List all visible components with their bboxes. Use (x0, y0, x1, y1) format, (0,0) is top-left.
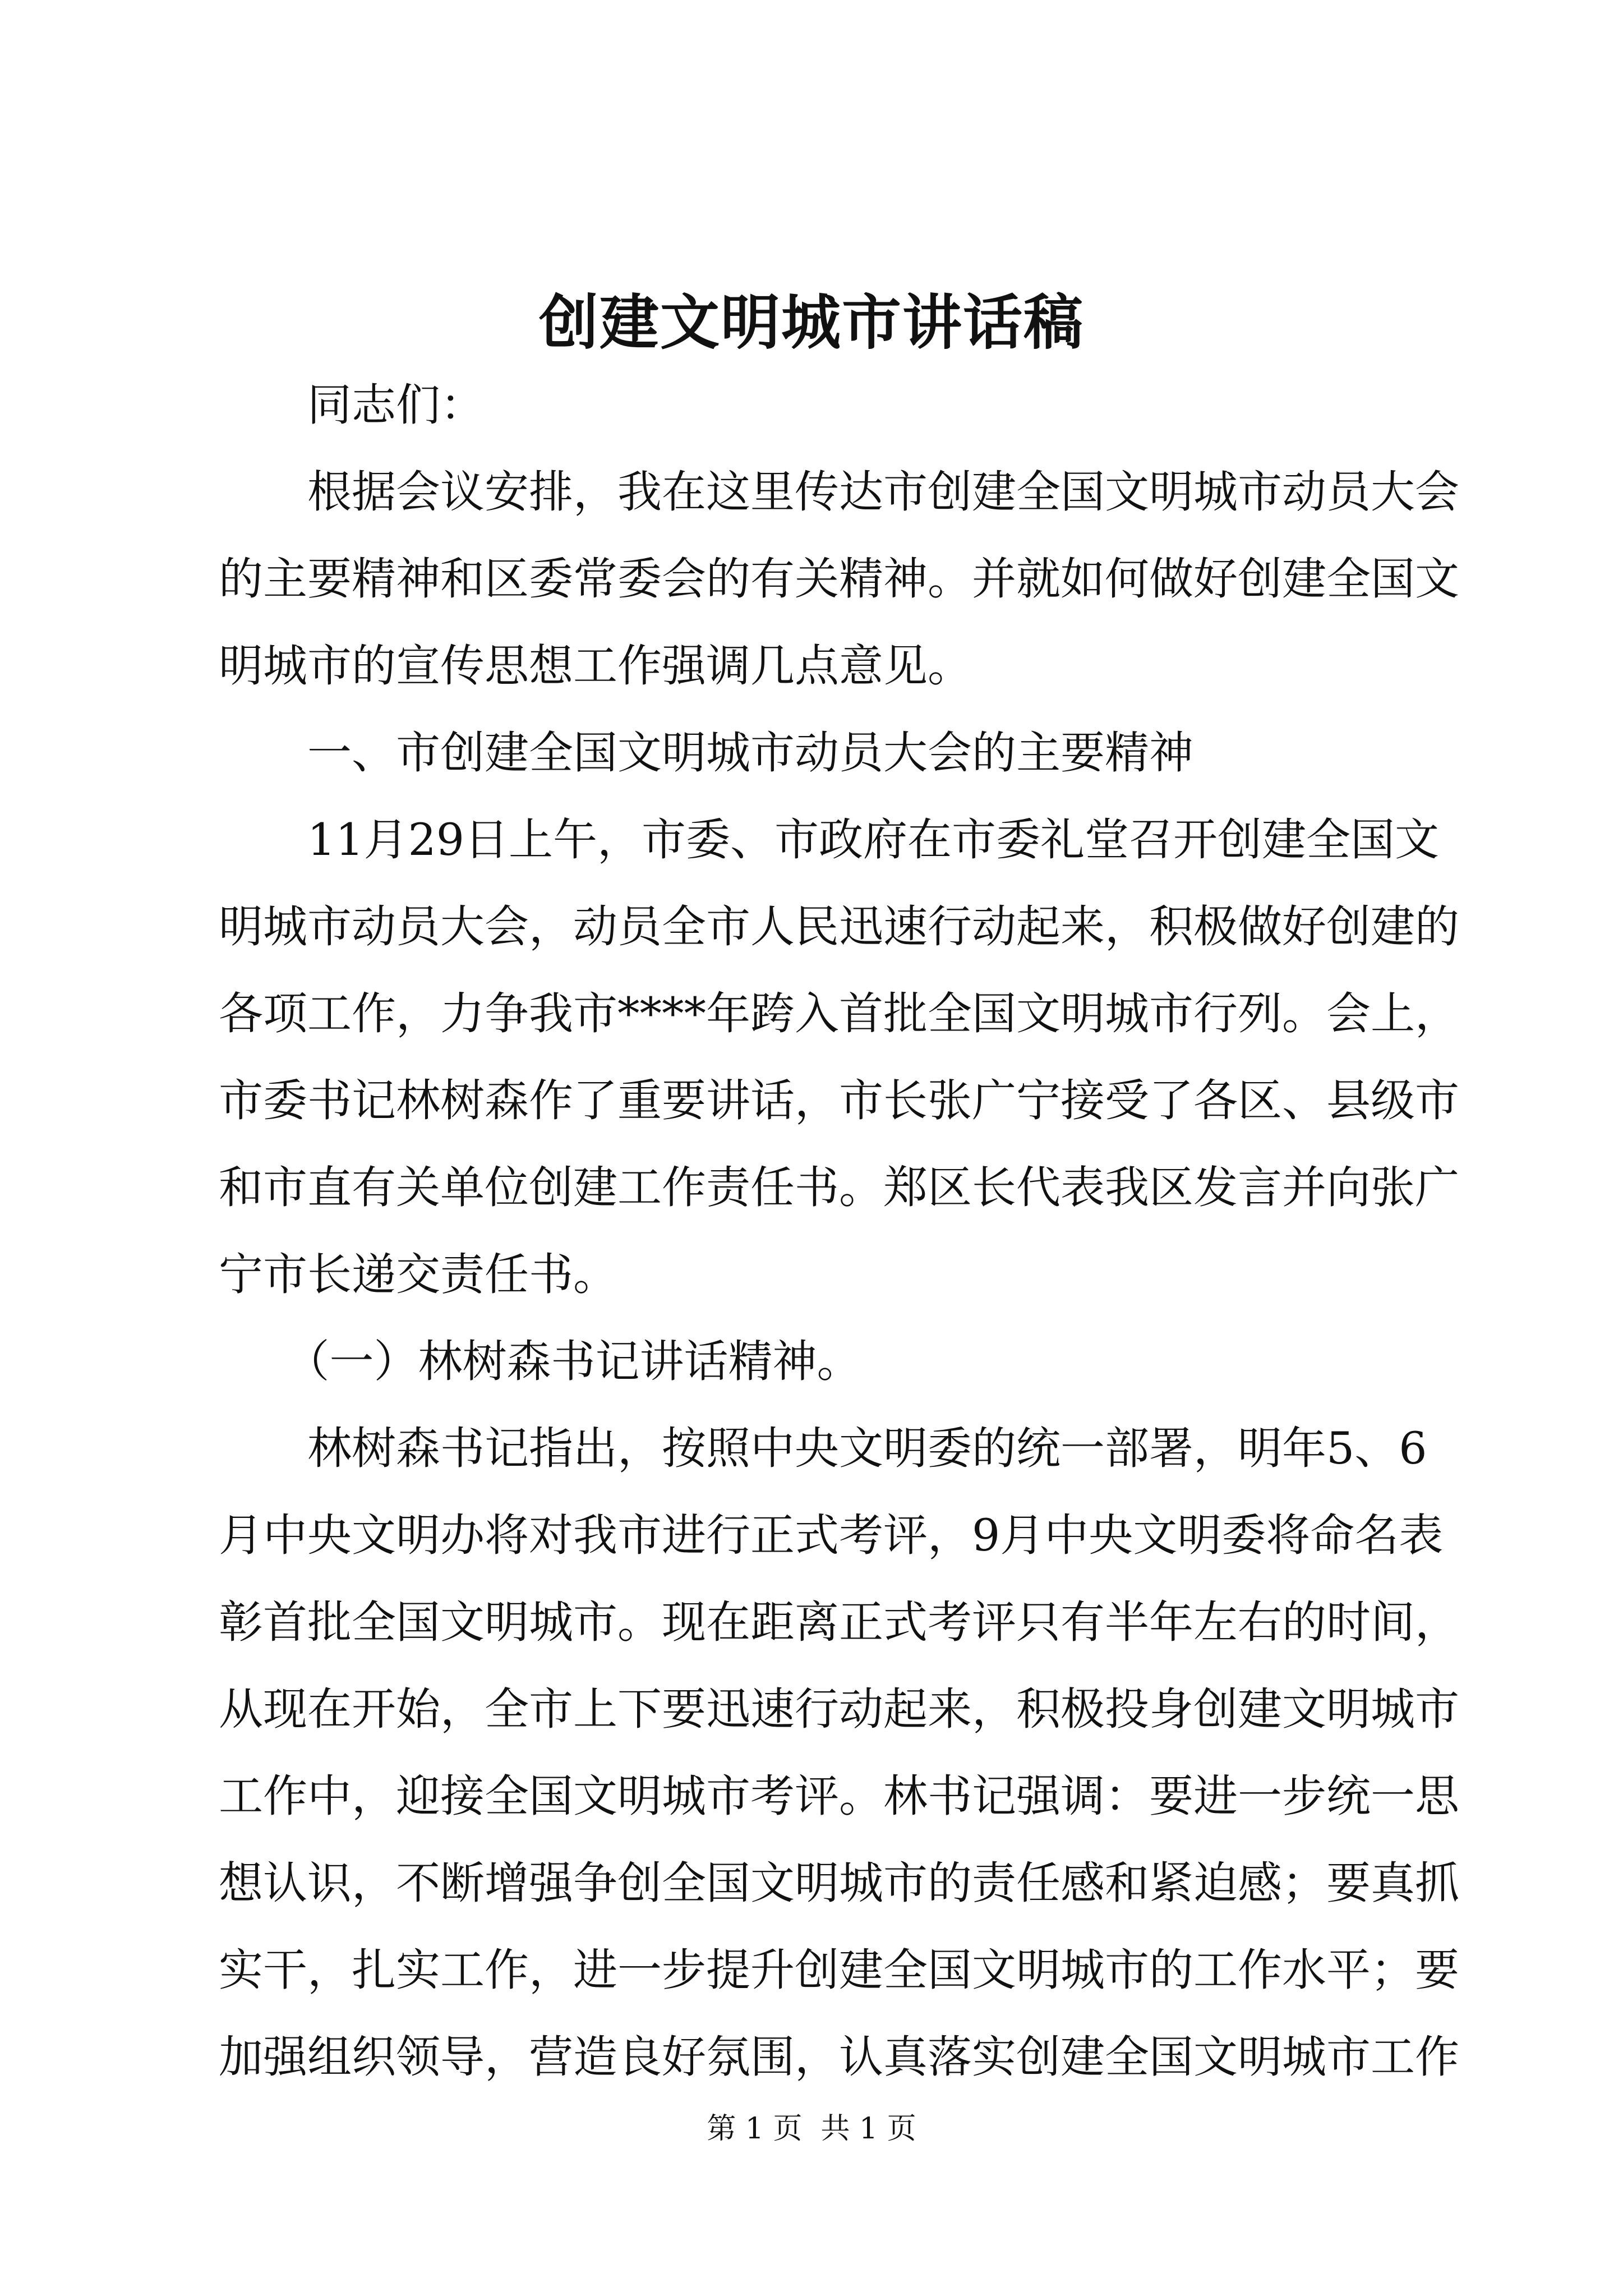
body-line: 根据会议安排，我在这里传达市创建全国文明城市动员大会 (219, 466, 1459, 518)
body-line: 从现在开始，全市上下要迅速行动起来，积极投身创建文明城市 (219, 1683, 1459, 1735)
body-line: 11月29日上午，市委、市政府在市委礼堂召开创建全国文 (219, 814, 1440, 866)
document-body (219, 362, 1459, 2101)
body-line: 彰首批全国文明城市。现在距离正式考评只有半年左右的时间， (219, 1596, 1459, 1648)
page-footer: 第 1 页 共 1 页 (707, 2112, 916, 2146)
body-line: 一、市创建全国文明城市动员大会的主要精神 (219, 727, 1193, 779)
body-line: 市委书记林树森作了重要讲话，市长张广宁接受了各区、县级市 (219, 1075, 1459, 1126)
body-line: （一）林树森书记讲话精神。 (219, 1336, 861, 1387)
body-line: 加强组织领导，营造良好氛围，认真落实创建全国文明城市工作 (219, 2031, 1459, 2083)
body-line: 宁市长递交责任书。 (219, 1249, 617, 1300)
body-line: 明城市动员大会，动员全市人民迅速行动起来，积极做好创建的 (219, 901, 1459, 953)
body-line: 林树森书记指出，按照中央文明委的统一部署，明年5、6 (219, 1423, 1427, 1474)
body-line: 各项工作，力争我市****年跨入首批全国文明城市行列。会上， (219, 988, 1459, 1039)
body-line: 月中央文明办将对我市进行正式考评，9月中央文明委将命名表 (219, 1510, 1444, 1561)
body-line: 工作中，迎接全国文明城市考评。林书记强调：要进一步统一思 (219, 1770, 1459, 1822)
body-line: 实干，扎实工作，进一步提升创建全国文明城市的工作水平；要 (219, 1944, 1459, 1996)
body-line: 的主要精神和区委常委会的有关精神。并就如何做好创建全国文 (219, 553, 1459, 605)
body-line: 和市直有关单位创建工作责任书。郑区长代表我区发言并向张广 (219, 1162, 1459, 1213)
body-line: 明城市的宣传思想工作强调几点意见。 (219, 640, 972, 692)
body-line: 同志们： (219, 379, 485, 431)
document-title: 创建文明城市讲话稿 (539, 287, 1084, 357)
body-line: 想认识，不断增强争创全国文明城市的责任感和紧迫感；要真抓 (219, 1857, 1459, 1909)
